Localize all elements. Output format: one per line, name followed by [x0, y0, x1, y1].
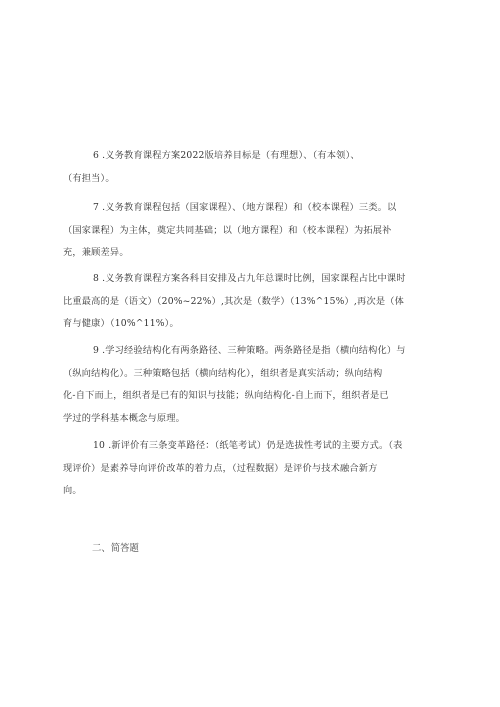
- question-9: [63, 340, 438, 430]
- text-line: 学过的学科基本概念与原理。: [63, 412, 186, 424]
- text-line: 育与健康）（10%^11%）。: [63, 318, 179, 329]
- text-line: 9 .学习经验结构化有两条路径、三种策略。两条路径是指（横向结构化）与: [93, 345, 406, 356]
- question-6: [63, 145, 438, 190]
- text-line: 8 .义务教育课程方案各科目安排及占九年总课时比例，国家课程占比中课时: [93, 273, 406, 284]
- text-line: 向。: [63, 485, 82, 496]
- text-line: （纵向结构化）。三种策略包括（横向结构化），组织者是真实活动；纵向结构: [63, 367, 383, 379]
- question-10: [63, 435, 438, 503]
- text-line: 充，兼顾差异。: [63, 247, 129, 258]
- text-line: （国家课程）为主体，奠定共同基础；以（地方课程）和（校本课程）为拓展补: [63, 224, 392, 236]
- section-title: 二、简答题: [92, 543, 139, 554]
- text-line: 现评价）是素养导向评价改革的着力点，（过程数据）是评价与技术融合新方: [63, 462, 378, 474]
- text-line: 7 .义务教育课程包括（国家课程）、（地方课程）和（校本课程）三类。以: [93, 202, 397, 213]
- text-line: 10 .新评价有三条变革路径：（纸笔考试）仍是选拔性考试的主要方式。（表: [93, 440, 403, 451]
- text-line: （有担当）。: [63, 172, 115, 184]
- text-line: 6 .义务教育课程方案2022版培养目标是（有理想）、（有本领）、: [93, 150, 360, 161]
- text-line: 化-自下而上，组织者是已有的知识与技能；纵向结构化-自上而下，组织者是已: [63, 390, 389, 401]
- text-line: 比重最高的是（语文）（20%~22%）,其次是（数学）（13%^15%）,再次是（体: [63, 295, 404, 307]
- question-7: [63, 197, 438, 265]
- question-8: [63, 268, 438, 336]
